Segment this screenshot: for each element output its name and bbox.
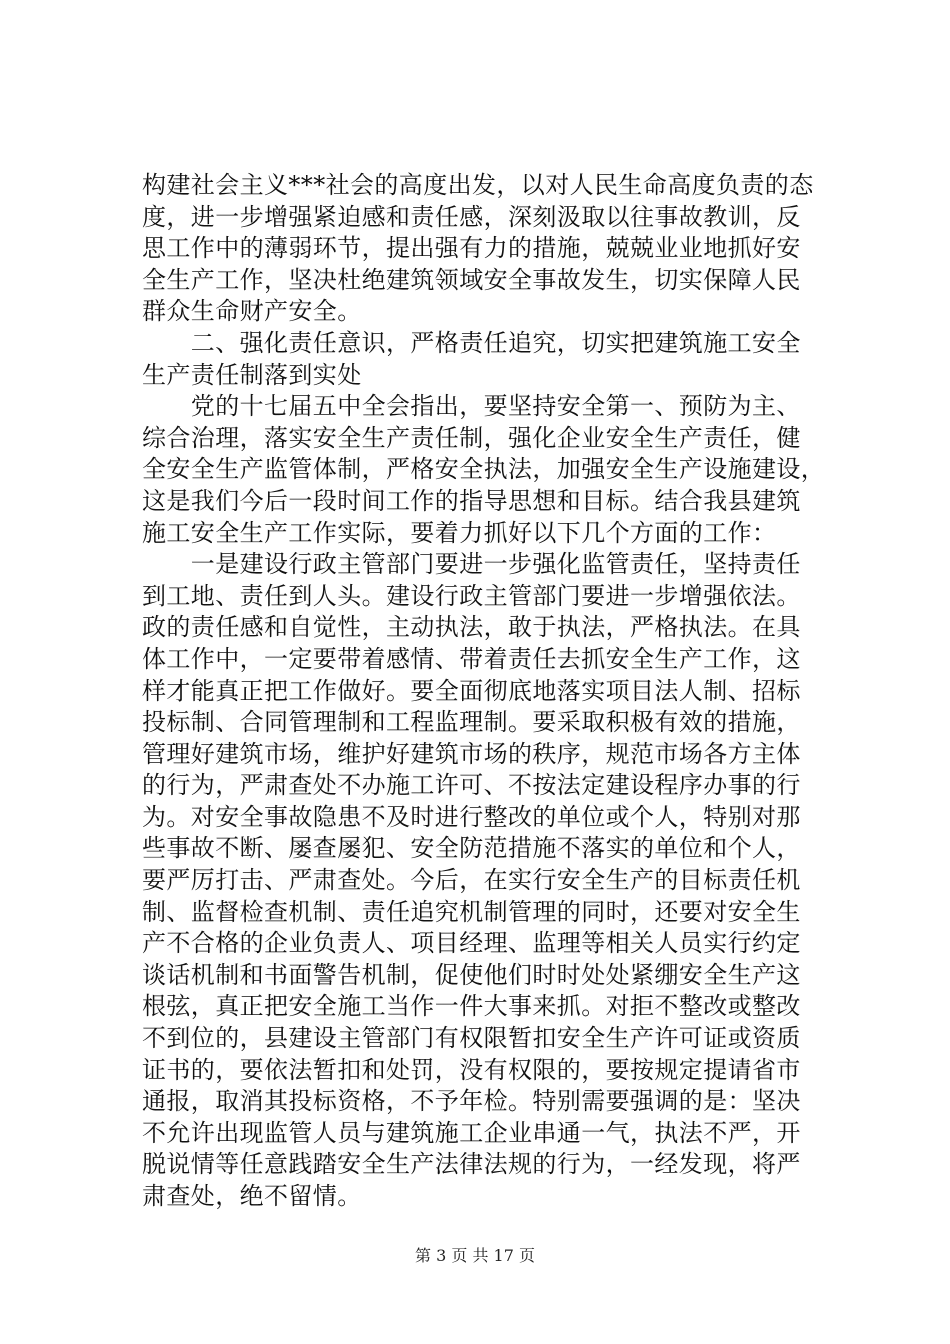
section-heading-line: 二、强化责任意识，严格责任追究，切实把建筑施工安全 <box>142 328 801 357</box>
section-heading-line: 生产责任制落到实处 <box>142 360 362 389</box>
text-line: 要严厉打击、严肃查处。今后，在实行安全生产的目标责任机 <box>142 866 801 895</box>
text-line: 制、监督检查机制、责任追究机制管理的同时，还要对安全生 <box>142 897 801 926</box>
text-line: 管理好建筑市场，维护好建筑市场的秩序，规范市场各方主体 <box>142 739 801 768</box>
text-line: 证书的，要依法暂扣和处罚，没有权限的，要按规定提请省市 <box>142 1055 801 1084</box>
text-line: 不允许出现监管人员与建筑施工企业串通一气，执法不严，开 <box>142 1118 801 1147</box>
text-line: 的行为，严肃查处不办施工许可、不按法定建设程序办事的行 <box>142 771 801 800</box>
text-line: 一是建设行政主管部门要进一步强化监管责任，坚持责任 <box>142 550 801 579</box>
text-line: 些事故不断、屡查屡犯、安全防范措施不落实的单位和个人， <box>142 834 801 863</box>
text-line: 为。对安全事故隐患不及时进行整改的单位或个人，特别对那 <box>142 802 801 831</box>
text-line: 产不合格的企业负责人、项目经理、监理等相关人员实行约定 <box>142 929 801 958</box>
text-line: 样才能真正把工作做好。要全面彻底地落实项目法人制、招标 <box>142 676 801 705</box>
body-text <box>142 170 842 1213</box>
text-line: 政的责任感和自觉性，主动执法，敢于执法，严格执法。在具 <box>142 613 801 642</box>
text-line: 通报，取消其投标资格，不予年检。特别需要强调的是：坚决 <box>142 1087 801 1116</box>
text-line: 综合治理，落实安全生产责任制，强化企业安全生产责任，健 <box>142 423 801 452</box>
text-line: 到工地、责任到人头。建设行政主管部门要进一步增强依法。 <box>142 581 801 610</box>
text-line: 谈话机制和书面警告机制，促使他们时时处处紧绷安全生产这 <box>142 960 801 989</box>
page-number-footer: 第 3 页 共 17 页 <box>415 1246 535 1265</box>
text-line: 构建社会主义***社会的高度出发，以对人民生命高度负责的态 <box>142 171 814 199</box>
text-line: 群众生命财产安全。 <box>142 297 362 326</box>
text-line: 脱说情等任意践踏安全生产法律法规的行为，一经发现，将严 <box>142 1150 801 1179</box>
text-line: 体工作中，一定要带着感情、带着责任去抓安全生产工作，这 <box>142 644 801 673</box>
text-line: 肃查处，绝不留情。 <box>142 1182 362 1210</box>
text-line: 党的十七届五中全会指出，要坚持安全第一、预防为主、 <box>142 392 801 421</box>
text-line: 这是我们今后一段时间工作的指导思想和目标。结合我县建筑 <box>142 486 801 515</box>
text-line: 不到位的，县建设主管部门有权限暂扣安全生产许可证或资质 <box>142 1024 801 1053</box>
text-line: 施工安全生产工作实际，要着力抓好以下几个方面的工作： <box>142 518 777 547</box>
text-line: 根弦，真正把安全施工当作一件大事来抓。对拒不整改或整改 <box>142 992 801 1021</box>
text-line: 思工作中的薄弱环节，提出强有力的措施，兢兢业业地抓好安 <box>142 234 801 263</box>
text-line: 全安全生产监管体制，严格安全执法，加强安全生产设施建设， <box>142 455 826 484</box>
text-line: 度，进一步增强紧迫感和责任感，深刻汲取以往事故教训，反 <box>142 202 801 231</box>
text-line: 全生产工作，坚决杜绝建筑领域安全事故发生，切实保障人民 <box>142 265 801 294</box>
text-line: 投标制、合同管理制和工程监理制。要采取积极有效的措施， <box>142 708 801 737</box>
